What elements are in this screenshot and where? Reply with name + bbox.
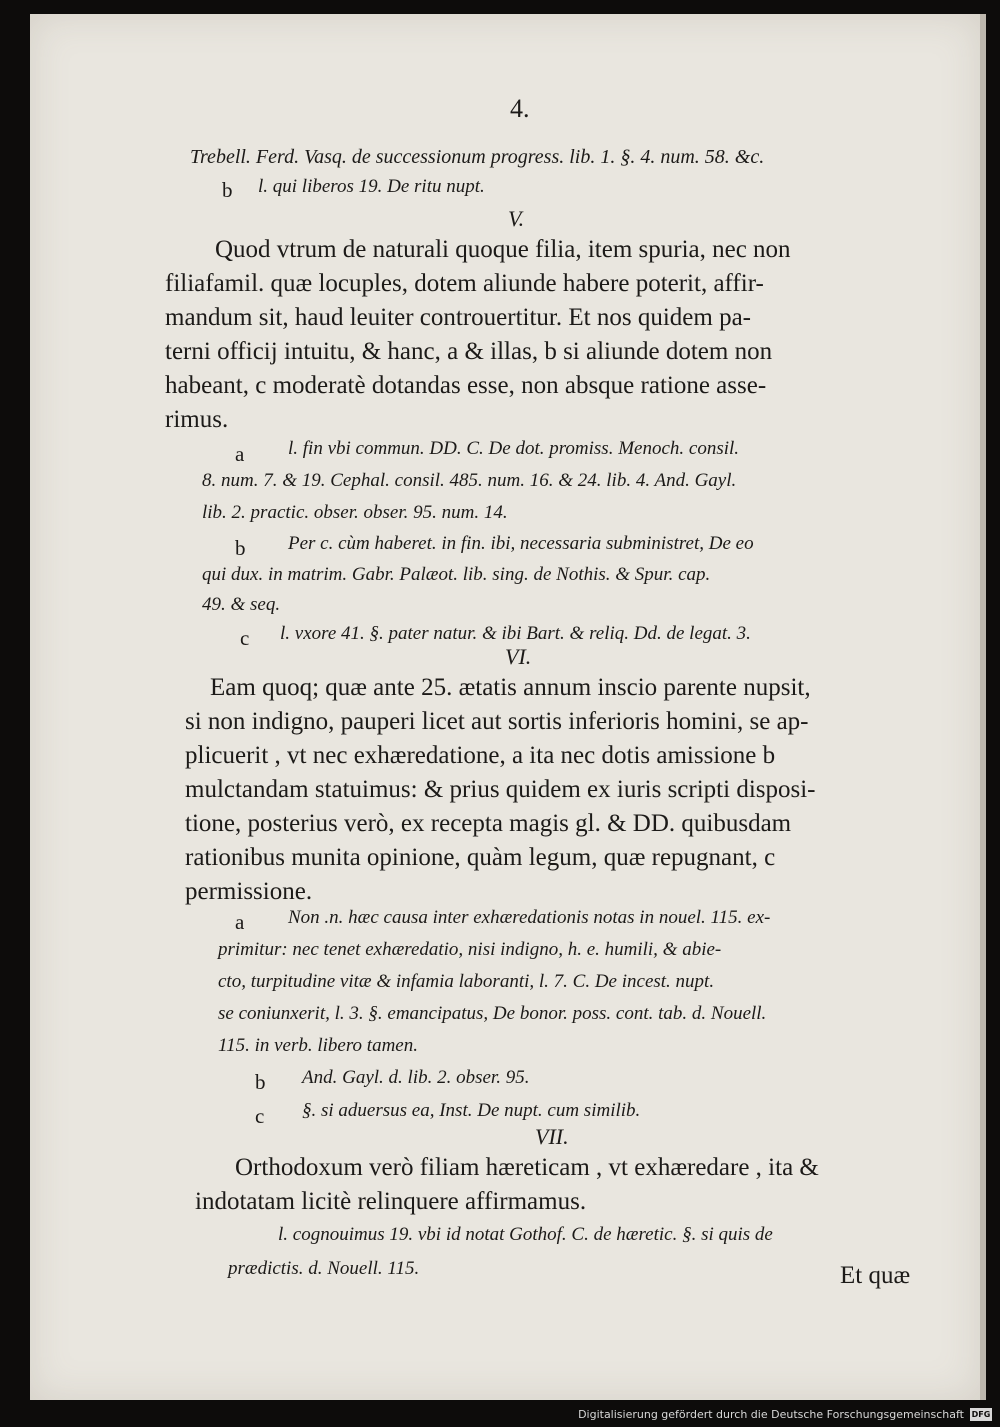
note-mark: a [235,910,245,934]
body-line: indotatam licitè relinquere affirmamus. [195,1188,587,1215]
note-line: Trebell. Ferd. Vasq. de successionum progress. lib. 1. §. 4. num. 58. &c. [190,146,765,168]
note-line: l. qui liberos 19. De ritu nupt. [258,176,485,197]
body-line: Eam quoq; quæ ante 25. ætatis annum inscio parente nupsit, [210,674,811,701]
note-mark: c [240,626,250,650]
scanned-page [30,14,986,1400]
body-line: Quod vtrum de naturali quoque filia, item spuria, nec non [215,236,791,263]
body-line: terni officij intuitu, & hanc, a & illas, b si aliunde dotem non [165,338,773,365]
note-mark: a [235,442,245,466]
note-line: se coniunxerit, l. 3. §. emancipatus, De bonor. poss. cont. tab. d. Nouell. [218,1003,767,1024]
note-mark: c [255,1104,265,1128]
note-line: Per c. cùm haberet. in fin. ibi, necessaria subministret, De eo [288,533,754,554]
body-line: Orthodoxum verò filiam hæreticam , vt exhæredare , ita & [235,1154,819,1181]
body-line: permissione. [185,878,313,905]
note-line: lib. 2. practic. obser. obser. 95. num. 14. [202,502,508,523]
note-line: 115. in verb. libero tamen. [218,1035,418,1056]
body-line: rationibus munita opinione, quàm legum, quæ repugnant, c [185,844,776,871]
body-line: filiafamil. quæ locuples, dotem aliunde habere poterit, affir- [165,270,764,297]
dfg-logo-icon: DFG [971,1410,991,1419]
note-mark: b [255,1070,266,1094]
note-line: §. si aduersus ea, Inst. De nupt. cum similib. [302,1100,641,1121]
note-line: l. vxore 41. §. pater natur. & ibi Bart. & reliq. Dd. de legat. 3. [280,623,751,644]
body-line: si non indigno, pauperi licet aut sortis inferioris homini, se ap- [185,708,809,735]
page-number: 4. [510,94,530,123]
catchword: Et quæ [840,1262,911,1289]
body-line: habeant, c moderatè dotandas esse, non absque ratione asse- [165,372,767,399]
note-line: 49. & seq. [202,594,281,615]
section-numeral: VII. [535,1124,569,1149]
note-line: 8. num. 7. & 19. Cephal. consil. 485. num. 16. & 24. lib. 4. And. Gayl. [202,470,737,491]
note-line: qui dux. in matrim. Gabr. Palæot. lib. sing. de Nothis. & Spur. cap. [202,564,711,585]
body-line: tione, posterius verò, ex recepta magis gl. & DD. quibusdam [185,810,792,837]
footer-bar [0,1404,1000,1427]
note-line: l. cognouimus 19. vbi id notat Gothof. C. de hæretic. §. si quis de [278,1224,773,1245]
note-mark: b [222,178,233,202]
section-numeral: V. [508,206,525,231]
note-line: prædictis. d. Nouell. 115. [228,1258,420,1279]
section-numeral: VI. [505,644,532,669]
body-line: rimus. [165,406,229,433]
note-line: And. Gayl. d. lib. 2. obser. 95. [302,1067,530,1088]
note-mark: b [235,536,246,560]
body-line: mulctandam statuimus: & prius quidem ex iuris scripti disposi- [185,776,816,803]
note-line: l. fin vbi commun. DD. C. De dot. promiss. Menoch. consil. [288,438,740,459]
note-line: Non .n. hæc causa inter exhæredationis notas in nouel. 115. ex- [288,907,771,928]
note-line: cto, turpitudine vitæ & infamia laboranti, l. 7. C. De incest. nupt. [218,971,715,992]
note-line: primitur: nec tenet exhæredatio, nisi indigno, h. e. humili, & abie- [218,939,722,960]
footer-credit: Digitalisierung gefördert durch die Deutsche Forschungsgemeinschaft [578,1408,964,1421]
body-line: plicuerit , vt nec exhæredatione, a ita nec dotis amissione b [185,742,776,769]
body-line: mandum sit, haud leuiter controuertitur. Et nos quidem pa- [165,304,751,331]
